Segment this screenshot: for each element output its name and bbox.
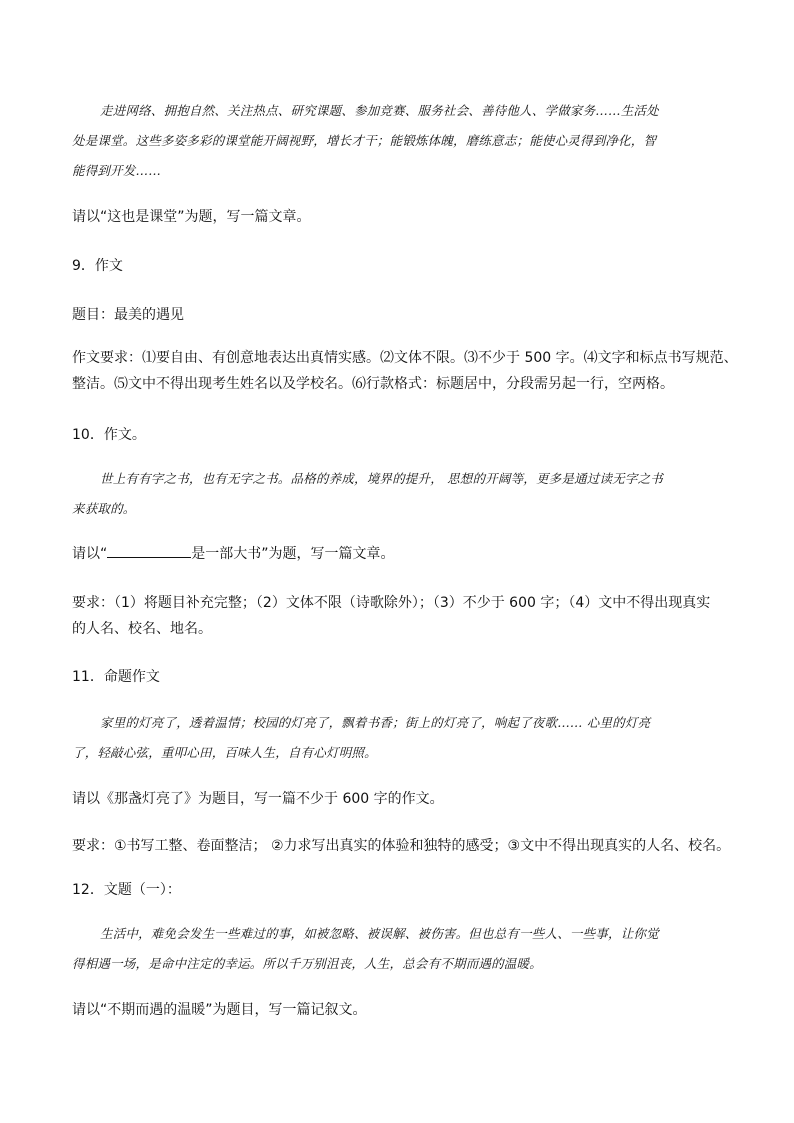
question-11-heading: 11．命题作文 — [72, 669, 160, 685]
question-10-requirements — [72, 590, 732, 642]
requirement-line: 的人名、校名、地名。 — [72, 621, 212, 637]
prompt-quote-11 — [72, 708, 732, 768]
quote-line: 处是课堂。这些多姿多彩的课堂能开阔视野，增长才干；能锻炼体魄，磨练意志；能使心灵得到净化，智 — [72, 133, 657, 148]
question-9-requirements — [72, 345, 738, 397]
question-10-heading: 10．作文。 — [72, 427, 146, 443]
quote-line: 世上有有字之书，也有无字之书。品格的养成，境界的提升， 思想的开阔等，更多是通过读无字之书 — [100, 471, 663, 486]
question-9-heading: 9．作文 — [72, 258, 123, 274]
prompt-quote-12 — [72, 919, 732, 979]
quote-line: 了，轻敲心弦，重叩心田，百味人生，自有心灯明照。 — [72, 745, 377, 760]
instruction-12: 请以“不期而遇的温暖”为题目，写一篇记叙文。 — [72, 1002, 367, 1018]
question-11-requirements: 要求：①书写工整、卷面整洁； ②力求写出真实的体验和独特的感受；③文中不得出现真实的人名、校名。 — [72, 838, 731, 854]
instruction-prefix: 请以“ — [72, 546, 108, 562]
quote-line: 走进网络、拥抱自然、关注热点、研究课题、参加竞赛、服务社会、善待他人、学做家务……生活处 — [100, 103, 659, 118]
instruction-8: 请以“这也是课堂”为题，写一篇文章。 — [72, 209, 311, 225]
requirement-line: 整洁。⑸文中不得出现考生姓名以及学校名。⑹行款格式：标题居中，分段需另起一行，空两格。 — [72, 376, 674, 392]
quote-line: 得相遇一场，是命中注定的幸运。所以千万别沮丧，人生，总会有不期而遇的温暖。 — [72, 956, 542, 971]
question-12-heading: 12．文题（一）： — [72, 882, 181, 898]
instruction-suffix: 是一部大书”为题，写一篇文章。 — [191, 546, 395, 562]
requirement-line: 要求：（1）将题目补充完整；（2）文体不限（诗歌除外）；（3）不少于 600 字；（4）文中不得出现真实 — [72, 595, 711, 611]
question-9-title: 题目：最美的遇见 — [72, 307, 184, 323]
instruction-10 — [72, 541, 732, 567]
requirement-line: 作文要求：⑴要自由、有创意地表达出真情实感。⑵文体不限。⑶不少于 500 字。⑷文字和标点书写规范、 — [72, 350, 738, 366]
prompt-quote-10 — [72, 464, 732, 524]
quote-line: 家里的灯亮了，透着温情；校园的灯亮了，飘着书香；街上的灯亮了，响起了夜歌…… 心里的灯亮 — [100, 715, 651, 730]
instruction-11: 请以《那盏灯亮了》为题目，写一篇不少于 600 字的作文。 — [72, 791, 444, 807]
quote-line: 生活中，难免会发生一些难过的事，如被忽略、被误解、被伤害。但也总有一些人、一些事，让你觉 — [100, 926, 659, 941]
fill-in-blank — [107, 543, 191, 558]
prompt-quote-8 — [72, 96, 732, 186]
quote-line: 能得到开发…… — [72, 163, 161, 178]
quote-line: 来获取的。 — [72, 501, 136, 516]
